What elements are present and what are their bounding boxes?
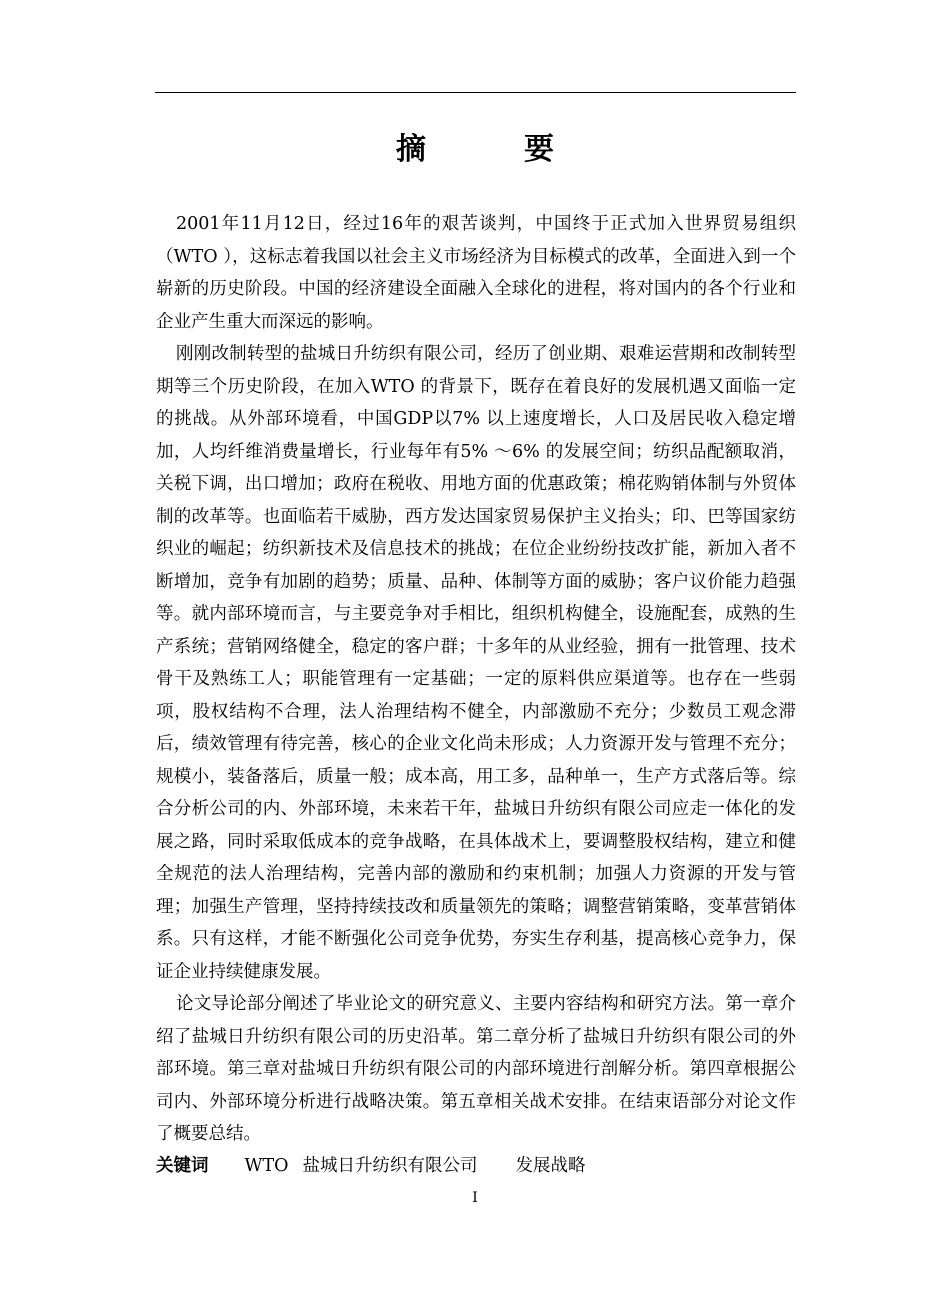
keyword-item: 发展战略 [515,1155,586,1176]
keywords-line [156,1151,796,1181]
keyword-item: 盐城日升纺织有限公司 [302,1155,478,1176]
keywords-label: 关键词 [156,1155,209,1176]
page-number: I [472,1190,478,1206]
keyword-item: WTO [244,1155,289,1176]
abstract-body [156,208,796,1181]
header-rule [155,92,796,93]
abstract-paragraph-3: 论文导论部分阐述了毕业论文的研究意义、主要内容结构和研究方法。第一章介绍了盐城日升纺织有限公司的历史沿革。第二章分析了盐城日升纺织有限公司的外部环境。第三章对盐城日升纺织有限公司的内部环境进行剖解分析。第四章根据公司内、外部环境分析进行战略决策。第五章相关战术安排。在结束语部分对论文作了概要总结。 [156,994,796,1144]
abstract-paragraph-2: 刚刚改制转型的盐城日升纺织有限公司，经历了创业期、艰难运营期和改制转型期等三个历史阶段，在加入WTO 的背景下，既存在着良好的发展机遇又面临一定的挑战。从外部环境看，中国GDP以7% 以上速度增长，人口及居民收入稳定增加，人均纤维消费量增长，行业每年有5% ～6% 的发展空间；纺织品配额取消，关税下调，出口增加；政府在税收、用地方面的优惠政策；棉花购销体制与外贸体制的改革等。也面临若干威胁，西方发达国家贸易保护主义抬头；印、巴等国家纺织业的崛起；纺织新技术及信息技术的挑战；在位企业纷纷技改扩能，新加入者不断增加，竞争有加剧的趋势；质量、品种、体制等方面的威胁；客户议价能力趋强等。就内部环境而言，与主要竞争对手相比，组织机构健全，设施配套，成熟的生产系统；营销网络健全，稳定的客户群；十多年的从业经验，拥有一批管理、技术骨干及熟练工人；职能管理有一定基础；一定的原料供应渠道等。也存在一些弱项，股权结构不合理，法人治理结构不健全，内部激励不充分；少数员工观念滞后，绩效管理有待完善，核心的企业文化尚未形成；人力资源开发与管理不充分；规模小，装备落后，质量一般；成本高，用工多，品种单一，生产方式落后等。综合分析公司的内、外部环境，未来若干年，盐城日升纺织有限公司应走一体化的发展之路，同时采取低成本的竞争战略，在具体战术上，要调整股权结构，建立和健全规范的法人治理结构，完善内部的激励和约束机制；加强人力资源的开发与管理；加强生产管理，坚持持续技改和质量领先的策略；调整营销策略，变革营销体系。只有这样，才能不断强化公司竞争优势，夯实生存利基，提高核心竞争力，保证企业持续健康发展。 [156,344,796,982]
abstract-paragraph-1: 2001年11月12日，经过16年的艰苦谈判，中国终于正式加入世界贸易组织（WTO ），这标志着我国以社会主义市场经济为目标模式的改革，全面进入到一个崭新的历史阶段。中国的经济建设全面融入全球化的进程，将对国内的各个行业和企业产生重大而深远的影响。 [156,214,796,332]
page-title: 摘 要 [396,132,588,167]
